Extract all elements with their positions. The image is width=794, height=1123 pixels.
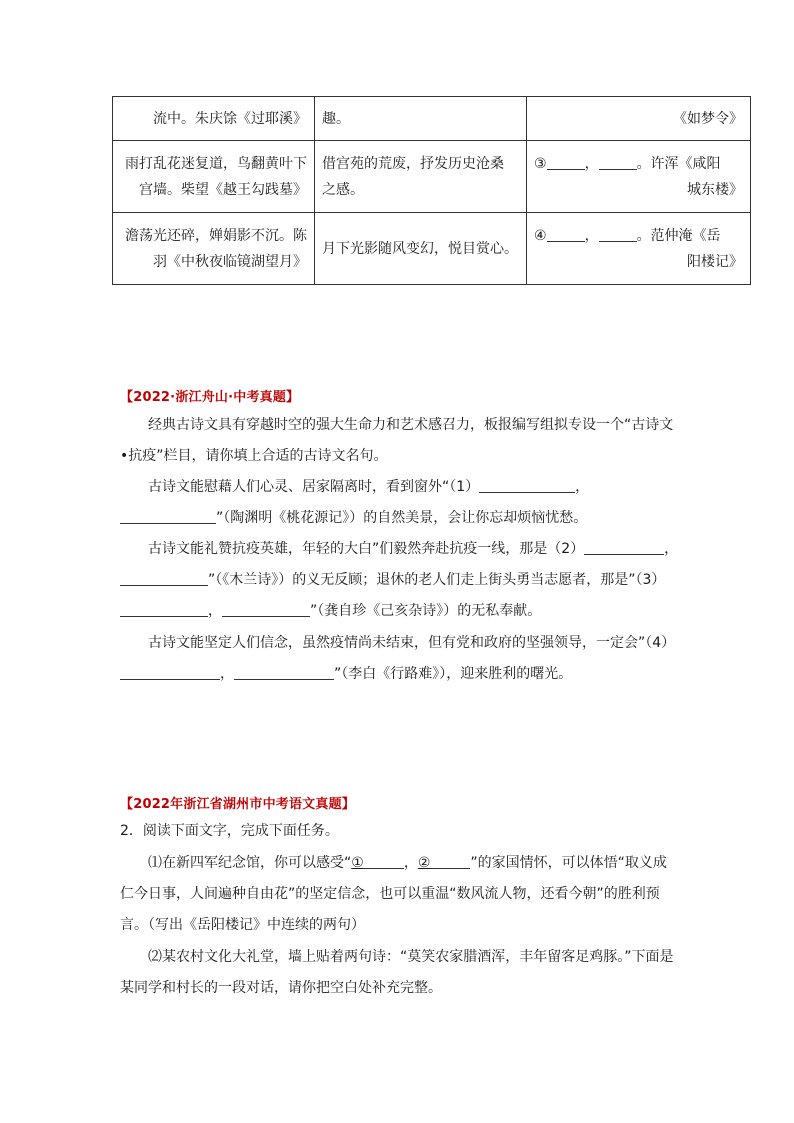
paragraph [120,848,680,941]
section-heading: 【2022年浙江省湖州市中考语文真题】 [120,797,355,812]
source-text: 。许浑《咸阳 [636,155,721,172]
answer-blank[interactable] [547,155,585,170]
para-text: ”（李白《行路难》），迎来胜利的曙光。 [334,666,573,682]
answer-blank[interactable] [599,227,637,242]
answer-blank[interactable] [222,602,310,617]
cell-text: 借宫苑的荒废，抒发历史沧桑 [322,155,504,172]
question-prompt: 2．阅读下面文字，完成下面任务。 [120,823,339,839]
cell-text: 《如梦令》 [673,110,743,127]
table-cell [527,97,751,141]
table-cell [315,213,527,285]
para-text: 古诗文能坚定人们信念，虽然疫情尚未结束，但有党和政府的坚强领导，一定会”（4） [148,635,676,651]
answer-blank[interactable] [479,478,575,493]
table-cell [113,97,315,141]
para-text: ”（龚自珍《己亥杂诗》）的无私奉献。 [310,603,542,619]
answer-blank[interactable] [547,227,585,242]
table-row [113,141,751,213]
para-text: ”（陶渊明《桃花源记》）的自然美景，会让你忘却烦恼忧愁。 [216,510,588,526]
cell-text: 城东楼》 [687,181,743,198]
fill-line [534,151,743,177]
cell-text: 澹荡光还碎，婵娟影不沉。陈 [125,227,307,244]
answer-blank[interactable] [599,155,637,170]
answer-blank[interactable] [120,509,216,524]
table-cell [315,97,527,141]
separator: ， [220,666,234,682]
para-text: ⑴在新四军纪念馆，你可以感受“ [148,855,352,871]
table-row [113,213,751,285]
answer-blank[interactable] [364,854,404,869]
separator: ， [584,227,599,244]
cell-text: 之感。 [322,181,364,198]
separator: ， [664,541,679,557]
paragraph [120,534,680,627]
separator: ， [403,855,418,871]
poetry-table [112,96,751,285]
table-cell [527,141,751,213]
cell-text: 羽《中秋夜临镜湖望月》 [153,253,307,270]
table-cell [113,213,315,285]
separator: ， [575,479,590,495]
para-text: 古诗文能礼赞抗疫英雄，年轻的大白”们毅然奔赴抗疫一线，那是（2） [148,541,585,557]
paragraph [120,472,680,534]
para-text: 古诗文能慰藉人们心灵、居家隔离时，看到窗外“（1） [148,479,480,495]
cell-text: 宫墙。柴望《越王勾践墓》 [139,181,307,198]
source-text: 。范仲淹《岳 [636,227,721,244]
section-heading: 【2022·浙江舟山·中考真题】 [120,390,300,405]
cell-text: 月下光影随风变幻，悦目赏心。 [322,240,518,257]
answer-blank[interactable] [120,602,208,617]
answer-blank[interactable] [234,665,334,680]
cell-text: 趣。 [322,110,350,127]
cell-text: 流中。朱庆馀《过耶溪》 [153,110,307,127]
paragraph: ⑵某农村文化大礼堂，墙上贴着两句诗：“莫笑农家腊酒浑，丰年留客足鸡豚。”下面是某同学和村长的一段对话，请你把空白处补充完整。 [120,949,674,996]
answer-blank[interactable] [120,665,220,680]
para-text: ”的家国情怀，可以体悟“取义成仁今日事，人间遍种自由花”的坚定信念，也可以重温“数风流人物，还看今朝”的胜利预言。（写出《岳阳楼记》中连续的两句） [120,855,667,933]
paragraph: 经典古诗文具有穿越时空的强大生命力和艺术感召力，板报编写组拟专设一个“古诗文•抗疫”栏目，请你填上合适的古诗文名句。 [120,417,674,464]
table-cell [527,213,751,285]
blank-number: ③ [534,155,547,172]
answer-blank[interactable] [430,854,470,869]
fill-line [534,223,743,249]
table-cell [113,141,315,213]
blank-number: ④ [534,227,547,244]
cell-text: 阳楼记》 [687,253,743,270]
blank-number: ② [417,855,431,871]
paragraph [120,628,680,690]
blank-number: ① [351,855,364,871]
table-row [113,97,751,141]
answer-blank[interactable] [584,540,664,555]
answer-blank[interactable] [120,571,208,586]
para-text: ”（《木兰诗》）的义无反顾；退休的老人们走上街头勇当志愿者，那是”（3） [208,572,666,588]
table-cell [315,141,527,213]
separator: ， [584,155,599,172]
separator: ， [208,603,222,619]
cell-text: 雨打乱花迷复道，鸟翻黄叶下 [125,155,307,172]
